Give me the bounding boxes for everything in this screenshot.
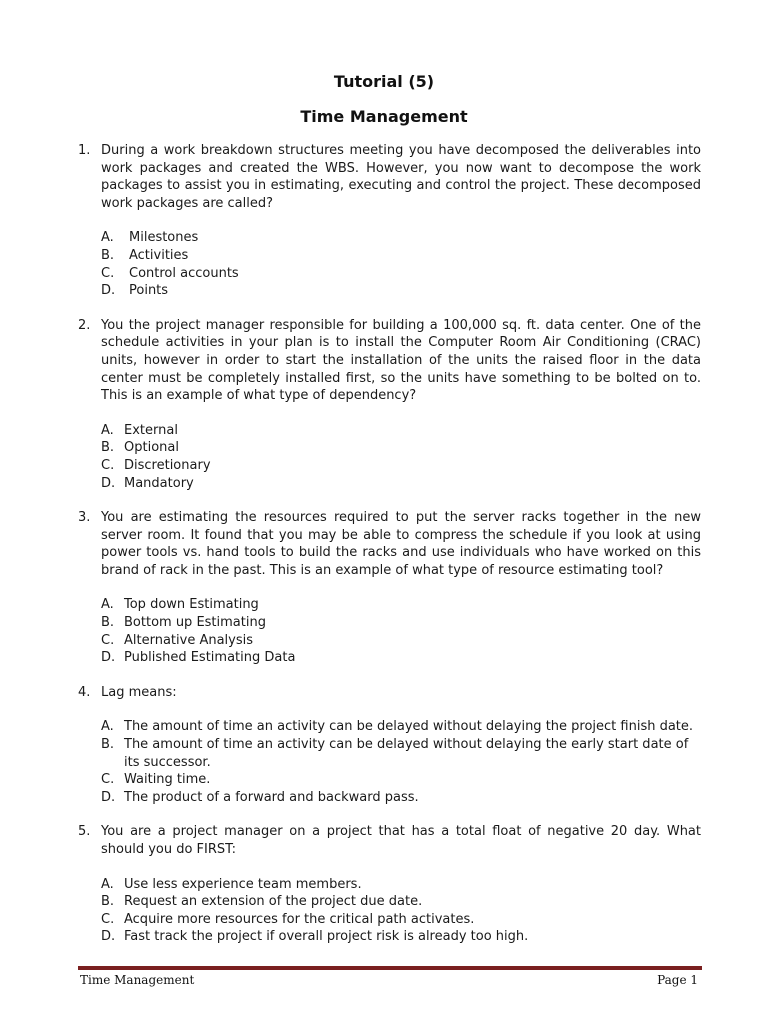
- option-c: [101, 771, 701, 789]
- option-d: [101, 649, 701, 667]
- option-letter: C.: [101, 457, 115, 473]
- option-list: [101, 229, 701, 299]
- option-d: [101, 789, 701, 807]
- option-letter: C.: [101, 265, 115, 281]
- option-text: The amount of time an activity can be delayed without delaying the project finish date.: [124, 719, 694, 735]
- question-text: You the project manager responsible for building a 100,000 sq. ft. data center. One of the schedule activities in your plan is to install the Computer Room Air Conditioning (CRAC) units, however in order to start the installation of the units the raised floor in the data center must be completely installed first, so the units have something to be bolted on to. This is an example of what type of dependency?: [101, 317, 701, 404]
- option-letter: C.: [101, 772, 115, 788]
- option-letter: B.: [101, 440, 115, 456]
- option-letter: A.: [101, 876, 114, 892]
- option-letter: B.: [101, 615, 115, 631]
- question-body: [101, 509, 701, 667]
- option-d: [101, 475, 701, 493]
- footer-section-title: Time Management: [80, 973, 195, 987]
- option-letter: D.: [101, 929, 116, 945]
- question-list: [78, 142, 701, 963]
- option-b: [101, 614, 701, 632]
- option-text: Top down Estimating: [124, 597, 259, 613]
- option-list: [101, 718, 701, 806]
- option-c: [101, 911, 701, 929]
- option-text: Waiting time.: [124, 772, 211, 788]
- option-text: Points: [129, 283, 169, 299]
- question-body: [101, 684, 701, 807]
- option-a: [101, 596, 701, 614]
- option-letter: D.: [101, 650, 116, 666]
- question-number: 1.: [78, 143, 91, 158]
- option-letter: B.: [101, 737, 115, 753]
- option-letter: C.: [101, 632, 115, 648]
- option-text: Use less experience team members.: [124, 876, 362, 892]
- option-letter: A.: [101, 719, 114, 735]
- option-text: Alternative Analysis: [124, 632, 254, 648]
- question-number: 2.: [78, 317, 91, 333]
- option-letter: D.: [101, 475, 116, 491]
- option-b: [101, 736, 701, 771]
- option-c: [101, 457, 701, 475]
- question-body: [101, 317, 701, 492]
- option-letter: D.: [101, 789, 116, 805]
- option-list: [101, 876, 701, 946]
- option-d: [101, 282, 701, 300]
- option-text: Discretionary: [124, 457, 211, 473]
- question-number: 3.: [78, 510, 91, 526]
- option-text: Published Estimating Data: [124, 650, 296, 666]
- option-letter: B.: [101, 247, 115, 263]
- question-3: [78, 509, 701, 667]
- option-letter: D.: [101, 283, 116, 299]
- option-d: [101, 928, 701, 946]
- option-letter: C.: [101, 911, 115, 927]
- option-text: Mandatory: [124, 475, 194, 491]
- option-letter: A.: [101, 597, 114, 613]
- question-5: [78, 823, 701, 946]
- option-text: Bottom up Estimating: [124, 615, 266, 631]
- option-letter: B.: [101, 894, 115, 910]
- document-subtitle: Time Management: [300, 107, 468, 126]
- option-b: [101, 247, 701, 265]
- question-body: [101, 142, 701, 300]
- option-text: The amount of time an activity can be delayed without delaying the early start date of its successor.: [124, 737, 689, 770]
- option-text: External: [124, 422, 178, 438]
- question-4: [78, 684, 701, 807]
- option-text: Acquire more resources for the critical path activates.: [124, 911, 475, 927]
- option-text: Activities: [129, 247, 189, 263]
- option-a: [101, 718, 701, 736]
- question-2: [78, 317, 701, 492]
- document-title: Tutorial (5): [333, 72, 435, 91]
- option-b: [101, 893, 701, 911]
- option-text: Milestones: [129, 230, 199, 246]
- option-text: Control accounts: [129, 265, 239, 281]
- option-c: [101, 632, 701, 650]
- question-text: You are estimating the resources required to put the server racks together in the new server room. It found that you may be able to compress the schedule if you look at using power tools vs. hand tools to build the racks and use individuals who have worked on this brand of rack in the past. This is an example of what type of resource estimating tool?: [101, 510, 701, 578]
- footer-divider: [78, 966, 702, 970]
- option-text: Request an extension of the project due date.: [124, 894, 423, 910]
- option-a: [101, 876, 701, 894]
- option-a: [101, 229, 701, 247]
- option-letter: A.: [101, 230, 114, 246]
- option-text: The product of a forward and backward pass.: [124, 789, 419, 805]
- option-list: [101, 596, 701, 666]
- question-body: [101, 823, 701, 946]
- option-list: [101, 422, 701, 492]
- question-number: 5.: [78, 824, 91, 840]
- question-1: [78, 142, 701, 300]
- option-text: Fast track the project if overall project risk is already too high.: [124, 929, 529, 945]
- question-text: You are a project manager on a project that has a total float of negative 20 day. What should you do FIRST:: [101, 824, 701, 857]
- question-number: 4.: [78, 684, 91, 700]
- option-a: [101, 422, 701, 440]
- option-text: Optional: [124, 440, 179, 456]
- option-b: [101, 439, 701, 457]
- question-text: Lag means:: [101, 684, 177, 700]
- option-c: [101, 265, 701, 283]
- question-text: During a work breakdown structures meeting you have decomposed the deliverables into work packages and created the WBS. However, you now want to decompose the work packages to assist you in estimating, executing and control the project. These decomposed work packages are called?: [101, 143, 701, 211]
- footer-page-number: Page 1: [657, 973, 698, 987]
- option-letter: A.: [101, 422, 114, 438]
